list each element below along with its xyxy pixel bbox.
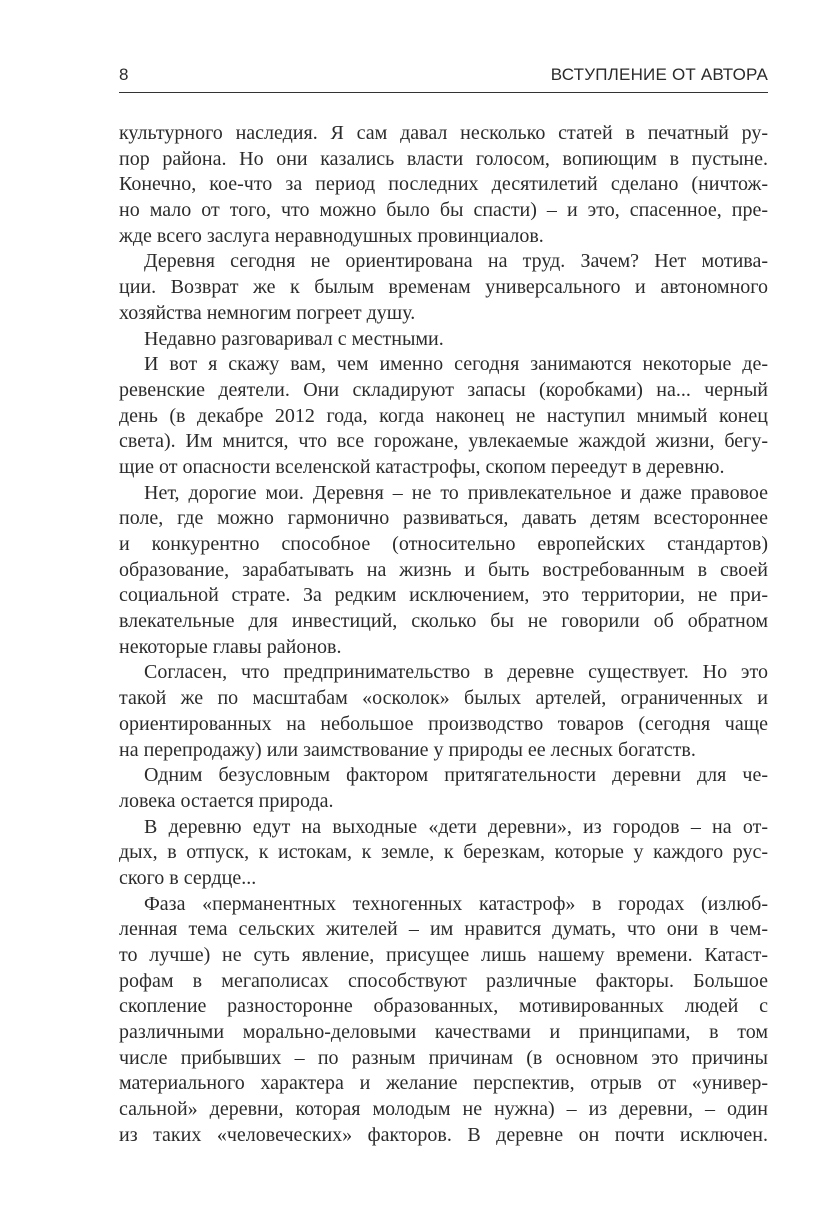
- text-line: поле, где можно гармонично развиваться, давать детям всестороннее: [119, 507, 768, 530]
- text-line: день (в декабре 2012 года, когда наконец не наступил мнимый конец: [119, 404, 768, 427]
- text-line: образование, зарабатывать на жизнь и быть востребованным в своей: [119, 558, 768, 581]
- text-line: ориентированных на небольшое производство товаров (сегодня чаще: [119, 712, 768, 735]
- text-line: влекательные для инвестиций, сколько бы не говорили об обратном: [119, 610, 768, 633]
- text-line: социальной страте. За редким исключением, это территории, не при-: [119, 584, 768, 607]
- text-line: некоторые главы районов.: [119, 635, 342, 658]
- text-line: числе прибывших – по разным причинам (в основном это причины: [119, 1046, 768, 1069]
- text-line: скопление разносторонне образованных, мотивированных людей с: [119, 995, 768, 1018]
- page-header: [119, 65, 768, 89]
- paragraph: [119, 660, 768, 763]
- text-line: на перепродажу) или заимствование у природы ее лесных богатств.: [119, 738, 696, 761]
- text-line: Конечно, кое-что за период последних десятилетий сделано (ничтож-: [119, 173, 768, 196]
- text-line: Деревня сегодня не ориентирована на труд. Зачем? Нет мотива-: [144, 250, 768, 273]
- text-line: света). Им мнится, что все горожане, увлекаемые жаждой жизни, бегу-: [119, 430, 768, 453]
- text-line: хозяйства немногим погреет душу.: [119, 301, 416, 324]
- header-rule: [119, 92, 768, 93]
- text-line: сальной» деревни, которая молодым не нужна) – из деревни, – один: [119, 1098, 768, 1121]
- text-line: но мало от того, что можно было бы спасти) – и это, спасенное, пре-: [119, 199, 768, 222]
- text-line: ленная тема сельских жителей – им нравится думать, что они в чем-: [119, 918, 768, 941]
- running-title: ВСТУПЛЕНИЕ ОТ АВТОРА: [550, 65, 768, 84]
- text-line: рофам в мегаполисах способствуют различные факторы. Большое: [119, 969, 768, 992]
- text-line: Одним безусловным фактором притягательности деревни для че-: [144, 764, 768, 787]
- text-line: Недавно разговаривал с местными.: [144, 327, 444, 350]
- text-line: ского в сердце...: [119, 866, 257, 889]
- page-number: 8: [119, 65, 129, 84]
- text-line: и конкурентно способное (относительно европейских стандартов): [119, 533, 768, 555]
- paragraph: [119, 481, 768, 661]
- paragraph: [119, 892, 768, 1149]
- paragraph: [119, 352, 768, 480]
- text-line: Фаза «перманентных техногенных катастроф» в городах (излюб-: [144, 892, 768, 915]
- text-line: жде всего заслуга неравнодушных провинциалов.: [119, 224, 544, 247]
- text-line: различными морально-деловыми качествами и принципами, в том: [119, 1021, 768, 1044]
- text-line: щие от опасности вселенской катастрофы, скопом переедут в деревню.: [119, 455, 725, 478]
- paragraph: [119, 327, 768, 353]
- paragraph: [119, 815, 768, 892]
- text-line: ции. Возврат же к былым временам универсального и автономного: [119, 276, 768, 299]
- text-line: культурного наследия. Я сам давал несколько статей в печатный ру-: [119, 122, 768, 144]
- text-line: ловека остается природа.: [119, 789, 334, 812]
- body-text: [119, 121, 768, 1149]
- text-line: пор района. Но они казались власти голосом, вопиющим в пустыне.: [119, 147, 768, 170]
- text-line: В деревню едут на выходные «дети деревни», из городов – на от-: [144, 815, 768, 838]
- text-line: И вот я скажу вам, чем именно сегодня занимаются некоторые де-: [144, 353, 768, 376]
- text-line: дых, в отпуск, к истокам, к земле, к березкам, которые у каждого рус-: [119, 841, 768, 864]
- paragraph: [119, 121, 768, 249]
- text-line: Согласен, что предпринимательство в деревне существует. Но это: [144, 661, 768, 684]
- paragraph: [119, 763, 768, 814]
- text-line: материального характера и желание перспектив, отрыв от «универ-: [119, 1072, 768, 1095]
- text-line: то лучше) не суть явление, присущее лишь нашему времени. Катаст-: [119, 944, 768, 966]
- text-line: ревенские деятели. Они складируют запасы (коробками) на... черный: [119, 378, 768, 401]
- text-line: из таких «человеческих» факторов. В деревне он почти исключен.: [119, 1123, 768, 1146]
- text-line: такой же по масштабам «осколок» былых артелей, ограниченных и: [119, 687, 768, 710]
- paragraph: [119, 249, 768, 326]
- text-line: Нет, дорогие мои. Деревня – не то привлекательное и даже правовое: [144, 481, 768, 504]
